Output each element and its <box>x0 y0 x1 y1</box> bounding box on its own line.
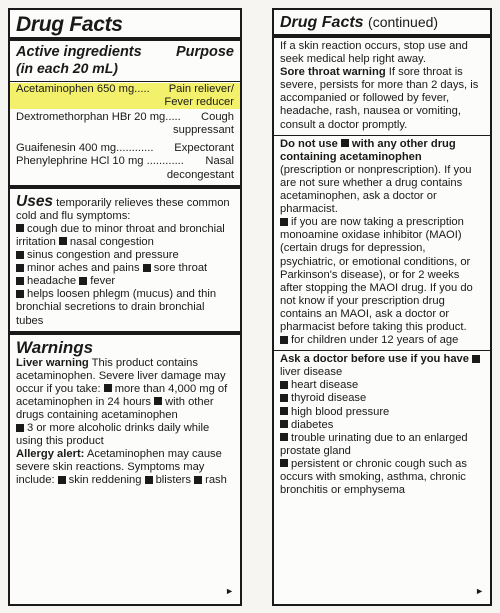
bullet-icon <box>16 251 24 259</box>
list-item: cough due to minor throat and bronchial irritation nasal congestion <box>16 222 225 248</box>
sore-throat-label: Sore throat warning <box>280 66 386 79</box>
skin-reaction-text: If a skin reaction occurs, stop use and seek medical help right away. <box>280 40 468 66</box>
continued-label: (continued) <box>368 14 439 30</box>
ingredient-row <box>16 142 234 155</box>
ingredient-purpose: suppressant <box>173 124 234 137</box>
bullet-icon <box>16 264 24 272</box>
bullet-icon <box>16 224 24 232</box>
drug-facts-panel-right <box>272 8 492 606</box>
skin-reaction-section <box>274 34 490 135</box>
bullet-icon <box>194 476 202 484</box>
bullet-icon <box>280 381 288 389</box>
ingredient-purpose: Fever reducer <box>164 96 234 109</box>
bullet-icon <box>58 476 66 484</box>
bullet-icon <box>16 277 24 285</box>
bullet-icon <box>16 290 24 298</box>
allergy-alert-label: Allergy alert: <box>16 448 85 461</box>
active-ingredients-section <box>10 37 240 81</box>
ask-doctor-label: Ask a doctor before use if you have liver disease <box>280 353 484 379</box>
drug-facts-title: Drug Facts <box>280 14 364 31</box>
drug-facts-title: Drug Facts <box>16 13 123 36</box>
do-not-use-label: Do not use <box>280 137 338 150</box>
continue-arrow-icon: ► <box>475 586 484 596</box>
ingredient-name: Guaifenesin 400 mg............ <box>16 142 154 155</box>
bullet-icon <box>472 355 480 363</box>
bullet-icon <box>143 264 151 272</box>
ingredient-name: Dextromethorphan HBr 20 mg..... <box>16 111 181 124</box>
list-item: heart disease <box>280 379 484 392</box>
active-ingredients-sub: (in each 20 mL) <box>16 60 118 76</box>
list-item: thyroid disease <box>280 392 484 405</box>
bullet-icon <box>280 459 288 467</box>
purpose-heading: Purpose <box>175 44 234 60</box>
ask-doctor-section <box>274 350 490 500</box>
list-item: high blood pressure <box>280 406 484 419</box>
liver-warning: Liver warning This product contains acetaminophen. Severe liver damage may occur if you take: more than 4,000 mg of acetaminophen in 24 hours with other drugs containing acetaminophen 3 or more alcoholic drinks daily while using this product <box>16 356 228 448</box>
allergy-alert: Allergy alert: Acetaminophen may cause severe skin reactions. Symptoms may include: skin reddening blisters rash <box>16 448 227 487</box>
bullet-icon <box>280 218 288 226</box>
list-item: sinus congestion and pressure <box>16 249 234 262</box>
bullet-icon <box>280 420 288 428</box>
bullet-icon <box>79 277 87 285</box>
list-item: helps loosen phlegm (mucus) and thin bronchial secretions to drain bronchial tubes <box>16 288 217 327</box>
bullet-icon <box>280 407 288 415</box>
ingredient-purpose: decongestant <box>166 168 234 181</box>
continued-header <box>274 10 490 34</box>
ingredient-name: Phenylephrine HCl 10 mg ............ <box>16 155 184 168</box>
list-item: if you are now taking a prescription monoamine oxidase inhibitor (MAOI) (certain drugs for depression, psychiatric, or emotional conditions, or Parkinson's disease), or for 2 weeks after stopping the MAOI drug. If you do not know if your prescription drug contains an MAOI, ask a doctor or pharmacist before taking this product. <box>280 216 473 333</box>
uses-intro: temporarily relieves these common cold and flu symptoms: <box>16 196 230 222</box>
ingredient-purpose: Expectorant <box>174 142 234 155</box>
ingredient-row-highlighted <box>10 83 240 109</box>
bullet-icon <box>104 384 112 392</box>
sore-throat-warning: Sore throat warning If sore throat is severe, persists for more than 2 days, is accompanied or followed by fever, headache, rash, nausea or vomiting, consult a doctor promptly. <box>280 66 479 131</box>
ingredient-name: Acetaminophen 650 mg..... <box>16 83 150 95</box>
bullet-icon <box>145 476 153 484</box>
list-item: persistent or chronic cough such as occurs with smoking, asthma, chronic bronchitis or emphysema <box>280 457 467 497</box>
continue-arrow-icon: ► <box>225 586 234 596</box>
bullet-icon <box>16 424 24 432</box>
list-item: for children under 12 years of age <box>280 334 484 347</box>
list-item: minor aches and pains sore throat <box>16 262 234 275</box>
liver-warning-label: Liver warning <box>16 356 89 369</box>
ingredient-row <box>16 155 234 181</box>
list-item: trouble urinating due to an enlarged prostate gland <box>280 431 468 457</box>
warnings-section <box>10 331 240 491</box>
list-item: diabetes <box>280 419 484 432</box>
warnings-heading: Warnings <box>16 337 94 357</box>
bullet-icon <box>280 394 288 402</box>
ingredient-purpose: Pain reliever/ <box>168 83 234 95</box>
bullet-icon <box>154 397 162 405</box>
active-ingredients-heading: Active ingredients <box>16 44 142 60</box>
do-not-use-section: Do not use with any other drug containing acetaminophen (prescription or nonprescription). If you are not sure whether a drug contains acetaminophen, ask a doctor or pharmacist. if you are now taking a prescription monoamine oxidase inhibitor (MAOI) (certain drugs for depression, psychiatric, or emotional conditions, or Parkinson's disease), or for 2 weeks after stopping the MAOI drug. If you do not know if your prescription drug contains an MAOI, ask a doctor or pharmacist before taking this product. for children under 12 years of age <box>274 135 490 351</box>
uses-section <box>10 185 240 331</box>
uses-heading: Uses <box>16 192 54 210</box>
bullet-icon <box>280 336 288 344</box>
ingredients-list <box>10 81 240 185</box>
drug-facts-panel-left <box>8 8 242 606</box>
list-item: headache fever <box>16 275 234 288</box>
ingredient-row <box>16 111 234 137</box>
ingredient-purpose: Nasal <box>205 155 234 168</box>
ingredient-purpose: Cough <box>201 111 234 124</box>
bullet-icon <box>59 237 67 245</box>
bullet-icon <box>280 433 288 441</box>
bullet-icon <box>341 139 349 147</box>
